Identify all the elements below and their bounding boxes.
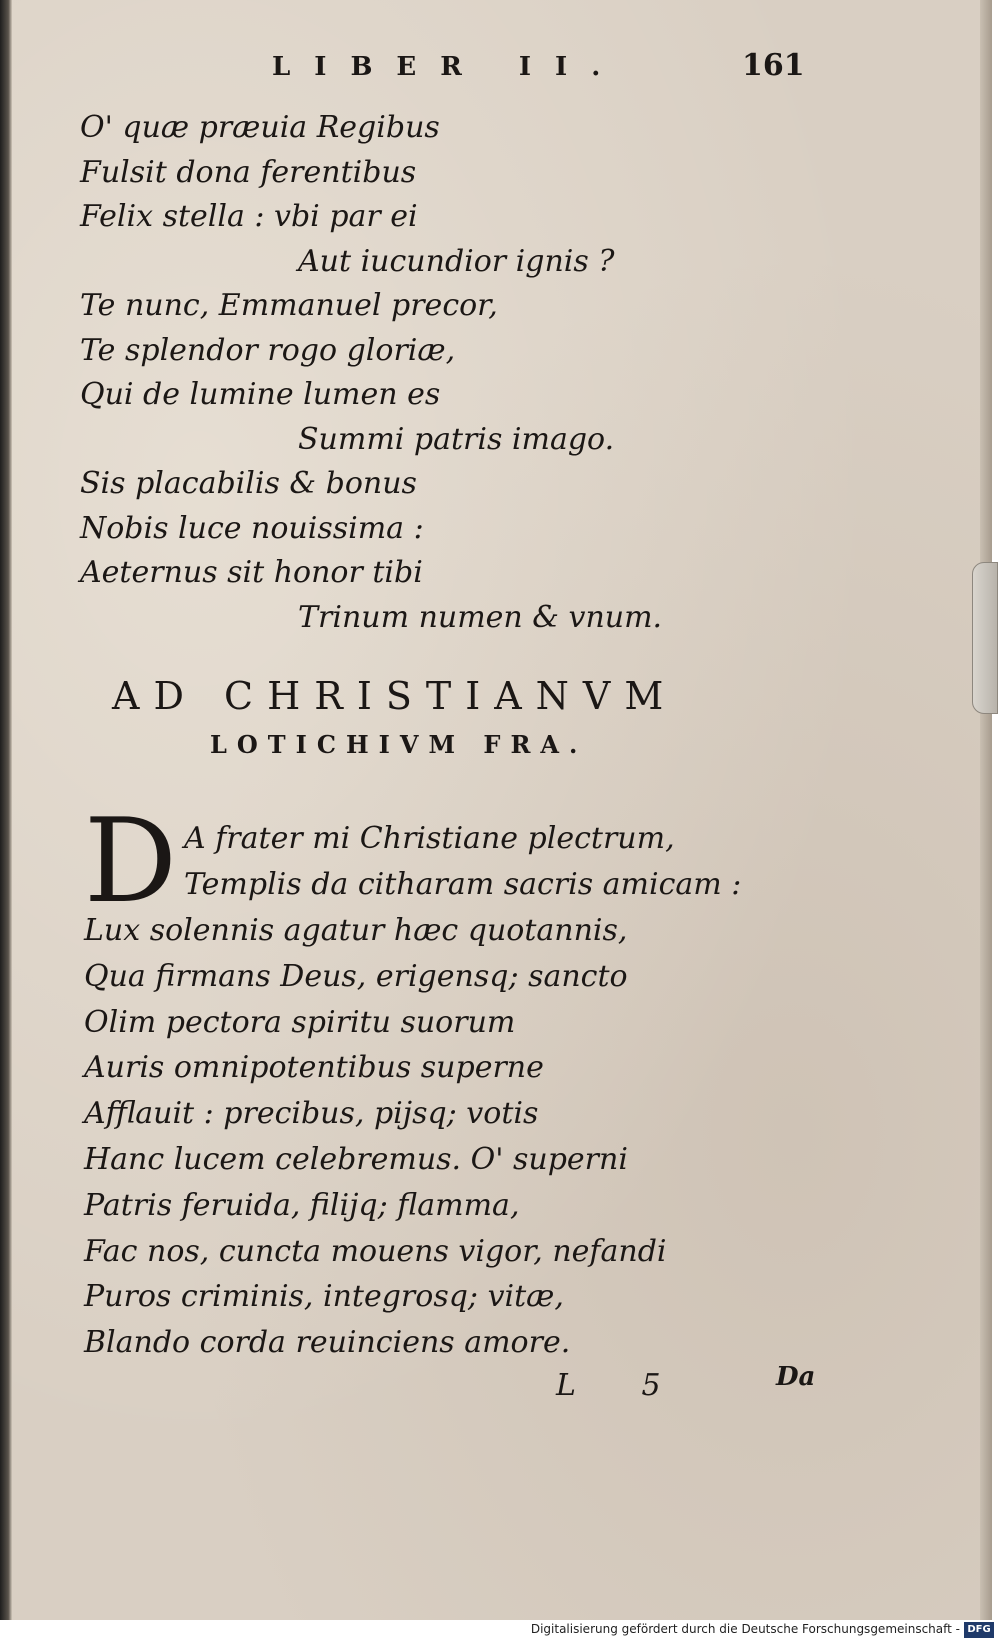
verse-line: Fulsit dona ferentibus [80,154,417,190]
poem-2-opening [184,816,741,908]
verse-line: Te splendor rogo gloriæ, [80,332,456,368]
verse-line: Afflauit : precibus, pijsq; votis [84,1096,539,1132]
verse-line: Templis da citharam sacris amicam : [184,867,742,902]
verse-line: A frater mi Christiane plectrum, [184,821,675,856]
page-edge [980,0,992,1620]
poem-2-body [84,908,667,1366]
verse-line: Hanc lucem celebremus. O' superni [84,1141,628,1177]
verse-line: Lux solennis agatur hæc quotannis, [84,913,628,948]
verse-line: Nobis luce nouissima : [80,510,424,546]
verse-line: Olim pectora spiritu suorum [84,1004,516,1040]
drop-capital: D [84,794,178,929]
verse-line: Puros criminis, integrosq; vitæ, [84,1279,564,1315]
running-head: LIBER II. [272,52,625,82]
poem-subtitle: LOTICHIVM FRA. [210,730,588,759]
verse-line: Blando corda reuinciens amore. [84,1325,571,1361]
signature-mark: L 5 [556,1368,689,1403]
verse-line: Qui de lumine lumen es [80,377,441,412]
verse-line: Aeternus sit honor tibi [80,555,423,590]
verse-line: Felix stella : vbi par ei [80,199,418,234]
verse-line: Te nunc, Emmanuel precor, [80,288,498,323]
catchword: Da [776,1362,816,1392]
verse-line: Auris omnipotentibus superne [84,1050,544,1086]
poem-1 [80,106,662,640]
dfg-logo: DFG [964,1622,994,1638]
verse-line: O' quæ præuia Regibus [80,110,440,145]
verse-line: Patris feruida, filijq; flamma, [84,1187,520,1223]
verse-line: Fac nos, cuncta mouens vigor, nefandi [84,1233,667,1269]
verse-line: Sis placabilis & bonus [80,466,417,501]
verse-line: Qua firmans Deus, erigensq; sancto [84,958,628,994]
verse-line: Trinum numen & vnum. [298,599,663,635]
page-number: 161 [742,48,805,83]
verse-line: Aut iucundior ignis ? [298,243,615,279]
book-spine-shadow [0,0,12,1620]
verse-line: Summi patris imago. [298,421,615,457]
page-clip [972,562,998,714]
digitization-credit: Digitalisierung gefördert durch die Deutsche Forschungsgemeinschaft - [530,1622,960,1636]
poem-title: AD CHRISTIANVM [112,674,678,718]
